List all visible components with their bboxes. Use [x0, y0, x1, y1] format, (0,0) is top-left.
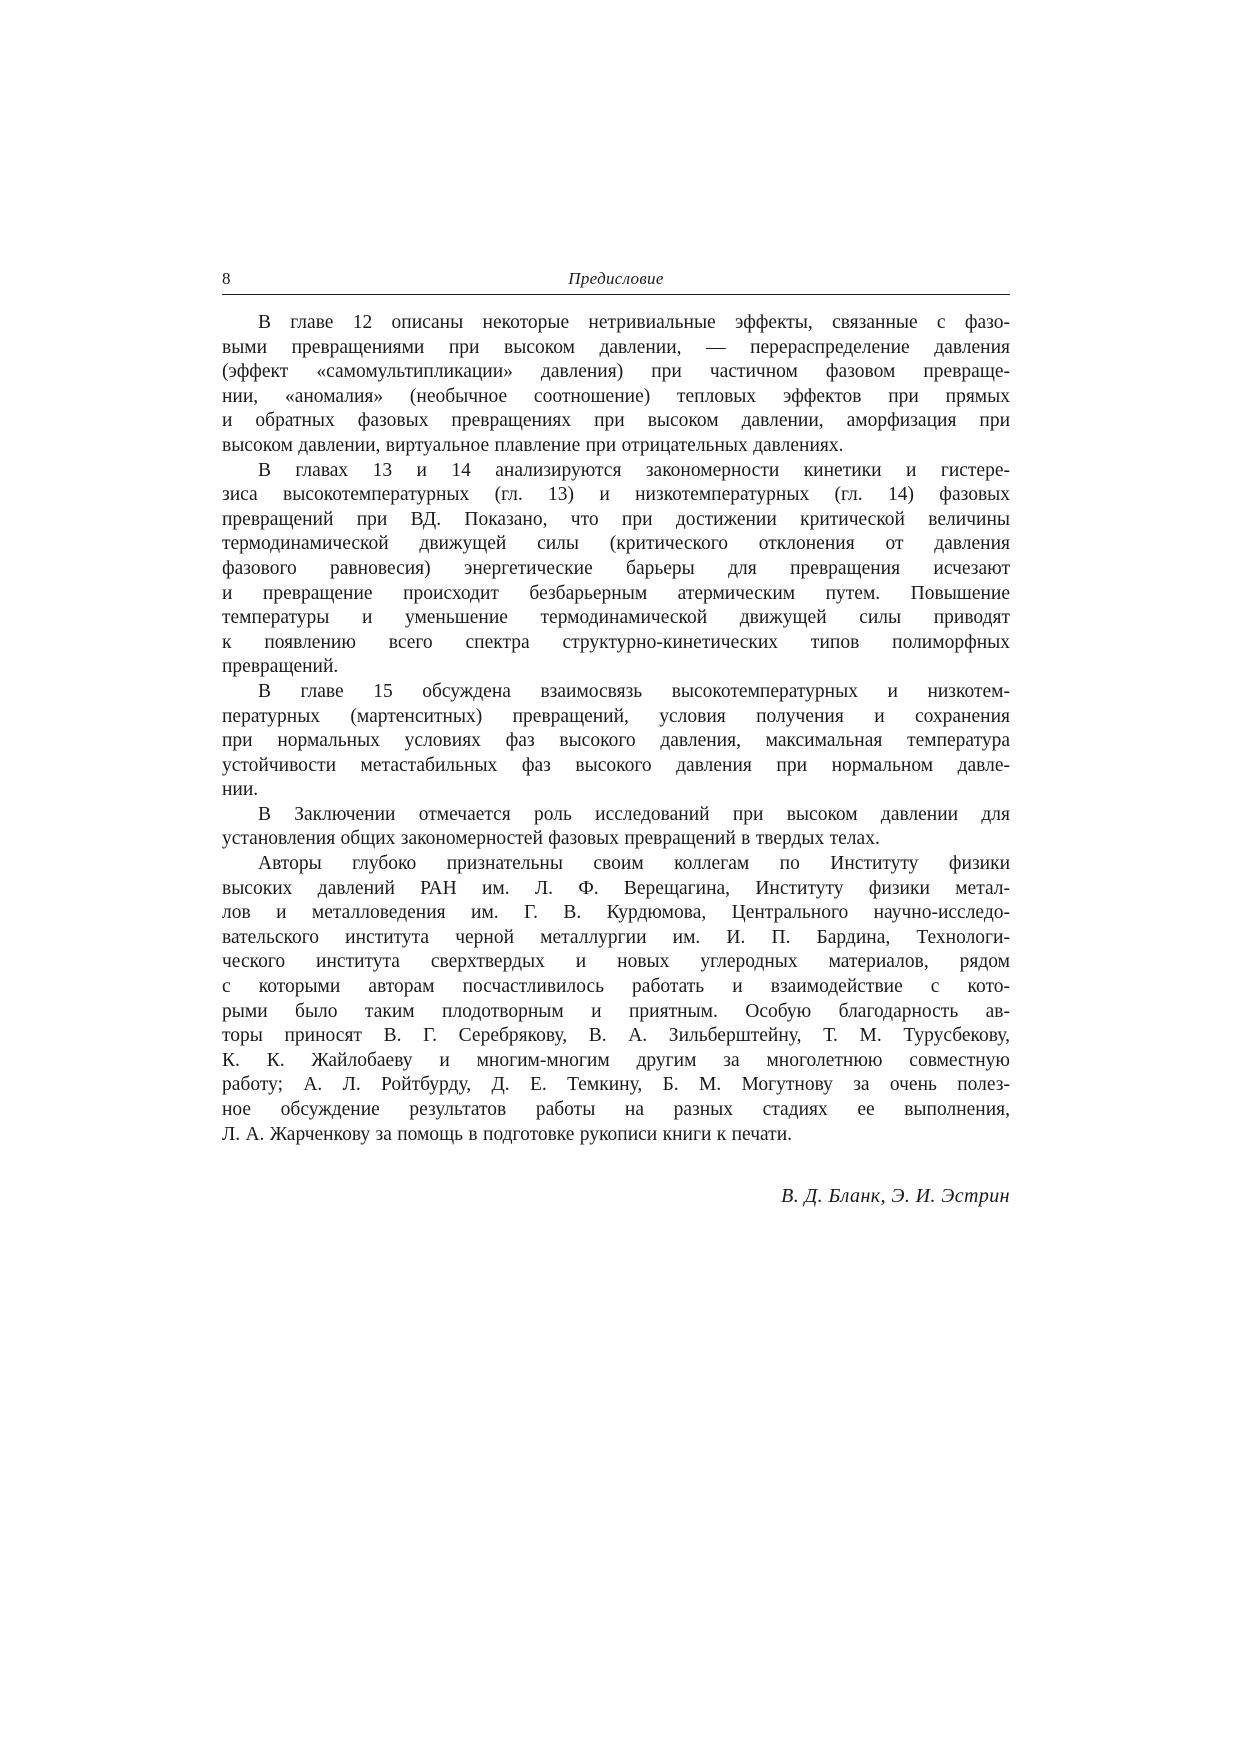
- page-header: [222, 268, 1010, 295]
- text-line: ное обсуждение результатов работы на разных стадиях ее выполнения,: [222, 1099, 1010, 1120]
- paragraph-conclusion: [222, 803, 1010, 852]
- text-line: нии.: [222, 779, 259, 801]
- author-signature: В. Д. Бланк, Э. И. Эстрин: [781, 1185, 1010, 1207]
- text-line: Авторы глубоко признательны своим коллегам по Институту физики: [258, 853, 1010, 875]
- text-line: Л. А. Жарченкову за помощь в подготовке рукописи книги к печати.: [222, 1123, 793, 1145]
- paragraph-chapter-15: [222, 680, 1010, 803]
- text-line: превращений.: [222, 656, 339, 678]
- paragraph-acknowledgements: [222, 852, 1010, 1147]
- text-line: устойчивости метастабильных фаз высокого давления при нормальном давле-: [222, 754, 1010, 776]
- text-line: В главе 12 описаны некоторые нетривиальные эффекты, связанные с фазо-: [258, 312, 1010, 333]
- text-line: высоком давлении, виртуальное плавление при отрицательных давлениях.: [222, 434, 844, 456]
- text-line: и обратных фазовых превращениях при высоком давлении, аморфизация при: [222, 410, 1010, 432]
- text-line: нии, «аномалия» (необычное соотношение) тепловых эффектов при прямых: [222, 385, 1010, 407]
- paragraph-chapter-12: [222, 311, 1010, 459]
- text-line: температуры и уменьшение термодинамической движущей силы приводят: [222, 607, 1010, 629]
- text-line: фазового равновесия) энергетические барьеры для превращения исчезают: [222, 557, 1010, 579]
- text-line: В главе 15 обсуждена взаимосвязь высокотемпературных и низкотем-: [258, 680, 1010, 702]
- text-line: превращений при ВД. Показано, что при достижении критической величины: [222, 508, 1010, 530]
- text-line: К. К. Жайлобаеву и многим-многим другим за многолетнюю совместную: [222, 1049, 1010, 1071]
- text-line: лов и металловедения им. Г. В. Курдюмова, Центрального научно-исследо-: [222, 902, 1010, 924]
- text-line: ческого института сверхтвердых и новых углеродных материалов, рядом: [222, 951, 1010, 973]
- text-line: установления общих закономерностей фазовых превращений в твердых телах.: [222, 828, 880, 850]
- body-text: [222, 311, 1010, 1147]
- text-line: зиса высокотемпературных (гл. 13) и низкотемпературных (гл. 14) фазовых: [222, 484, 1010, 506]
- text-line: (эффект «самомультипликации» давления) при частичном фазовом превраще-: [222, 361, 1010, 383]
- text-line: с которыми авторам посчастливилось работать и взаимодействие с кото-: [222, 976, 1010, 998]
- running-title: Предисловие: [568, 269, 664, 288]
- text-line: пературных (мартенситных) превращений, условия получения и сохранения: [222, 705, 1010, 727]
- text-line: вательского института черной металлургии им. И. П. Бардина, Технологи-: [222, 926, 1010, 948]
- text-line: к появлению всего спектра структурно-кинетических типов полиморфных: [222, 631, 1010, 653]
- text-line: выми превращениями при высоком давлении, — перераспределение давления: [222, 336, 1010, 358]
- text-line: при нормальных условиях фаз высокого давления, максимальная температура: [222, 730, 1010, 752]
- text-line: термодинамической движущей силы (критического отклонения от давления: [222, 533, 1010, 555]
- text-line: работу; А. Л. Ройтбурду, Д. Е. Темкину, Б. М. Могутнову за очень полез-: [222, 1074, 1010, 1096]
- paragraph-chapters-13-14: [222, 459, 1010, 680]
- page-number: 8: [222, 269, 231, 288]
- text-line: рыми было таким плодотворным и приятным. Особую благодарность ав-: [222, 1000, 1010, 1022]
- text-line: торы приносят В. Г. Серебрякову, В. А. Зильберштейну, Т. М. Турусбекову,: [222, 1025, 1010, 1047]
- text-line: и превращение происходит безбарьерным атермическим путем. Повышение: [222, 582, 1010, 604]
- text-line: В Заключении отмечается роль исследований при высоком давлении для: [258, 803, 1010, 825]
- text-line: высоких давлений РАН им. Л. Ф. Верещагина, Институту физики метал-: [222, 877, 1010, 899]
- text-line: В главах 13 и 14 анализируются закономерности кинетики и гистере-: [258, 459, 1010, 481]
